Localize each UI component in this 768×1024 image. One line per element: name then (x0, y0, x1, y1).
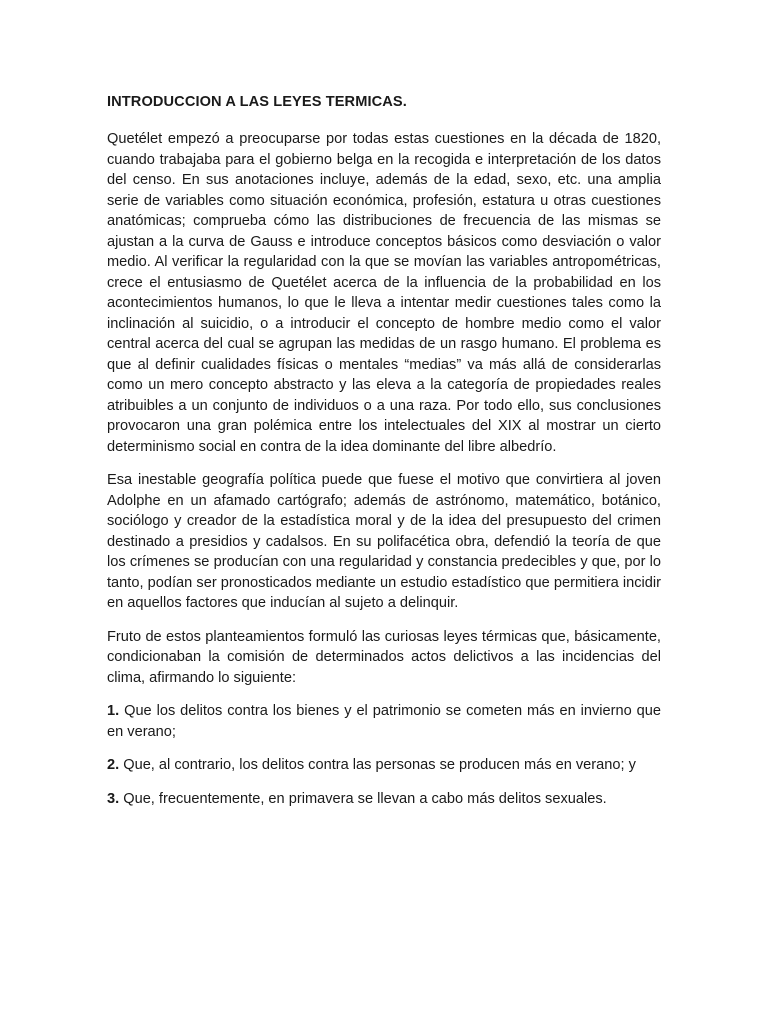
law-number: 3. (107, 790, 120, 807)
law-text: Que, al contrario, los delitos contra las personas se producen más en verano; y (119, 757, 636, 773)
law-text: Que, frecuentemente, en primavera se llevan a cabo más delitos sexuales. (119, 790, 607, 807)
document-page (107, 92, 661, 822)
law-item-3 (107, 789, 661, 810)
paragraph-adolphe: Esa inestable geografía política puede que fuese el motivo que convirtiera al joven Adolphe en un afamado cartógrafo; además de astrónomo, matemático, botánico, sociólogo y creador de la estadística moral y de la idea del presupuesto del crimen destinado a presidios y cadalsos. En su polifacética obra, defendió la teoría de que los crímenes se producían con una regularidad y constancia predecibles y que, por lo tanto, podían ser pronosticados mediante un estudio estadístico que permitiera incidir en aquellos factores que inducían al sujeto a delinquir. (107, 472, 661, 611)
paragraph-leyes-termicas: Fruto de estos planteamientos formuló las curiosas leyes térmicas que, básicamente, condicionaban la comisión de determinados actos delictivos a las incidencias del clima, afirmando lo siguiente: (107, 628, 661, 686)
paragraph-quetelet: Quetélet empezó a preocuparse por todas estas cuestiones en la década de 1820, cuando trabajaba para el gobierno belga en la recogida e interpretación de los datos del censo. En sus anotaciones incluye, además de la edad, sexo, etc. una amplia serie de variables como situación económica, profesión, estatura u otras cuestiones anatómicas; comprueba cómo las distribuciones de frecuencia de las mismas se ajustan a la curva de Gauss e introduce conceptos básicos como desviación o valor medio. Al verificar la regularidad con la que se movían las variables antropométricas, crece el entusiasmo de Quetélet acerca de la influencia de la probabilidad en los acontecimientos humanos, lo que le lleva a intentar medir cuestiones tales como la inclinación al suicidio, o a introducir el concepto de hombre medio como el valor central acerca del cual se agrupan las medidas de un rasgo humano. El problema es que al definir cualidades físicas o mentales “medias” va más allá de considerarlas como un mero concepto abstracto y las eleva a la categoría de propiedades reales atribuibles a un conjunto de individuos o a una raza. Por todo ello, sus conclusiones provocaron una gran polémica entre los intelectuales del XIX al mostrar un cierto determinismo social en contra de la idea dominante del libre albedrío. (107, 131, 661, 455)
law-item-1 (107, 701, 661, 742)
law-number: 2. (107, 757, 120, 773)
law-item-2 (107, 755, 661, 776)
document-title: INTRODUCCION A LAS LEYES TERMICAS. (107, 94, 407, 110)
law-text: Que los delitos contra los bienes y el patrimonio se cometen más en invierno que en verano; (107, 703, 661, 740)
law-number: 1. (107, 703, 120, 719)
